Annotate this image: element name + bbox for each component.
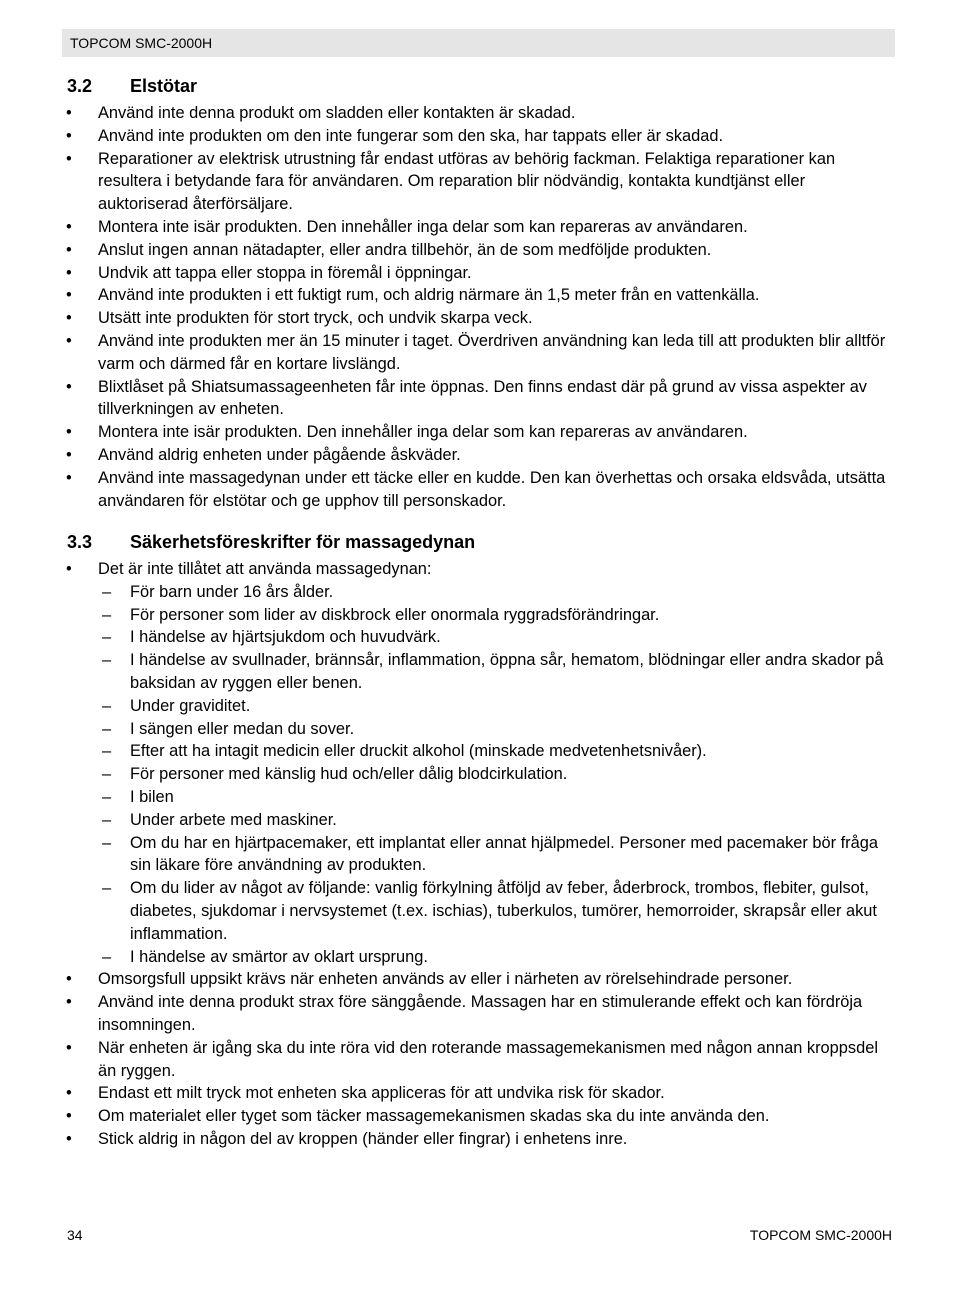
list-intro: Det är inte tillåtet att använda massagedynan: (98, 560, 432, 578)
sub-list-item: – I händelse av smärtor av oklart ursprung. (98, 946, 890, 969)
list-item: • Använd inte massagedynan under ett täcke eller en kudde. Den kan överhettas och orsaka eldsvåda, utsätta användaren för elstötar och ge upphov till personskador. (0, 467, 890, 513)
list-item: • Använd inte produkten mer än 15 minuter i taget. Överdriven användning kan leda till att produkten blir alltför varm och därmed får en kortare livslängd. (0, 330, 890, 376)
sub-list-item: – För barn under 16 års ålder. (98, 581, 890, 604)
sub-list-item: – Om du lider av något av följande: vanlig förkylning åtföljd av feber, åderbrock, trombos, flebiter, gulsot, diabetes, sjukdomar i nervsystemet (t.ex. ischias), tuberkulos, tumörer, hemorroider, skrapsår eller akut inflammation. (98, 877, 890, 945)
list-item: • Använd inte produkten i ett fuktigt rum, och aldrig närmare än 1,5 meter från en vattenkälla. (0, 284, 890, 307)
sub-list-item: – Under graviditet. (98, 695, 890, 718)
list-item: • Reparationer av elektrisk utrustning får endast utföras av behörig fackman. Felaktiga reparationer kan resultera i betydande fara för användaren. Om reparation blir nödvändig, kontakta kundtjänst eller auktoriserad återförsäljare. (0, 148, 890, 216)
electric-shock-list (0, 102, 954, 512)
list-item: • Endast ett milt tryck mot enheten ska appliceras för att undvika risk för skador. (0, 1082, 890, 1105)
sub-list-item: – För personer som lider av diskbrock eller onormala ryggradsförändringar. (98, 604, 890, 627)
list-item: • Utsätt inte produkten för stort tryck, och undvik skarpa veck. (0, 307, 890, 330)
list-item: • Montera inte isär produkten. Den innehåller inga delar som kan repareras av användaren. (0, 216, 890, 239)
list-item (0, 558, 890, 968)
section-heading-3-2 (67, 75, 197, 97)
massage-pad-safety-list (0, 558, 954, 1151)
list-item: • Blixtlåset på Shiatsumassageenheten får inte öppnas. Den finns endast där på grund av vissa aspekter av tillverkningen av enheten. (0, 376, 890, 422)
sub-list-item: – Under arbete med maskiner. (98, 809, 890, 832)
footer-title: TOPCOM SMC-2000H (749, 1227, 892, 1243)
page-number: 34 (67, 1227, 83, 1243)
list-item: • När enheten är igång ska du inte röra vid den roterande massagemekanismen med någon annan kroppsdel än ryggen. (0, 1037, 890, 1083)
list-item: • Använd aldrig enheten under pågående åskväder. (0, 444, 890, 467)
sub-list-item: – För personer med känslig hud och/eller dålig blodcirkulation. (98, 763, 890, 786)
header-title: TOPCOM SMC-2000H (70, 35, 213, 51)
section-title: Elstötar (130, 76, 198, 96)
list-item: • Använd inte denna produkt strax före sänggående. Massagen har en stimulerande effekt och kan fördröja insomningen. (0, 991, 890, 1037)
sub-list-item: – I sängen eller medan du sover. (98, 718, 890, 741)
list-item: • Använd inte produkten om den inte fungerar som den ska, har tappats eller är skadad. (0, 125, 890, 148)
list-item: • Omsorgsfull uppsikt krävs när enheten används av eller i närheten av rörelsehindrade personer. (0, 968, 890, 991)
list-item: • Stick aldrig in någon del av kroppen (händer eller fingrar) i enhetens inre. (0, 1128, 890, 1151)
section-number: 3.3 (67, 532, 93, 552)
sub-list-item: – I händelse av svullnader, brännsår, inflammation, öppna sår, hematom, blödningar eller andra skador på baksidan av ryggen eller benen. (98, 649, 890, 695)
contraindication-list (98, 581, 890, 969)
section-heading-3-3 (67, 531, 475, 553)
list-item: • Om materialet eller tyget som täcker massagemekanismen skadas ska du inte använda den. (0, 1105, 890, 1128)
sub-list-item: – Efter att ha intagit medicin eller druckit alkohol (minskade medvetenhetsnivåer). (98, 740, 890, 763)
sub-list-item: – I händelse av hjärtsjukdom och huvudvärk. (98, 626, 890, 649)
section-title: Säkerhetsföreskrifter för massagedynan (130, 532, 476, 552)
page-header (62, 29, 895, 57)
list-item: • Undvik att tappa eller stoppa in föremål i öppningar. (0, 262, 890, 285)
list-item: • Använd inte denna produkt om sladden eller kontakten är skadad. (0, 102, 890, 125)
section-number: 3.2 (67, 76, 93, 96)
sub-list-item: – Om du har en hjärtpacemaker, ett implantat eller annat hjälpmedel. Personer med pacemaker bör fråga sin läkare före användning av produkten. (98, 832, 890, 878)
list-item: • Montera inte isär produkten. Den innehåller inga delar som kan repareras av användaren. (0, 421, 890, 444)
list-item: • Anslut ingen annan nätadapter, eller andra tillbehör, än de som medföljde produkten. (0, 239, 890, 262)
sub-list-item: – I bilen (98, 786, 890, 809)
